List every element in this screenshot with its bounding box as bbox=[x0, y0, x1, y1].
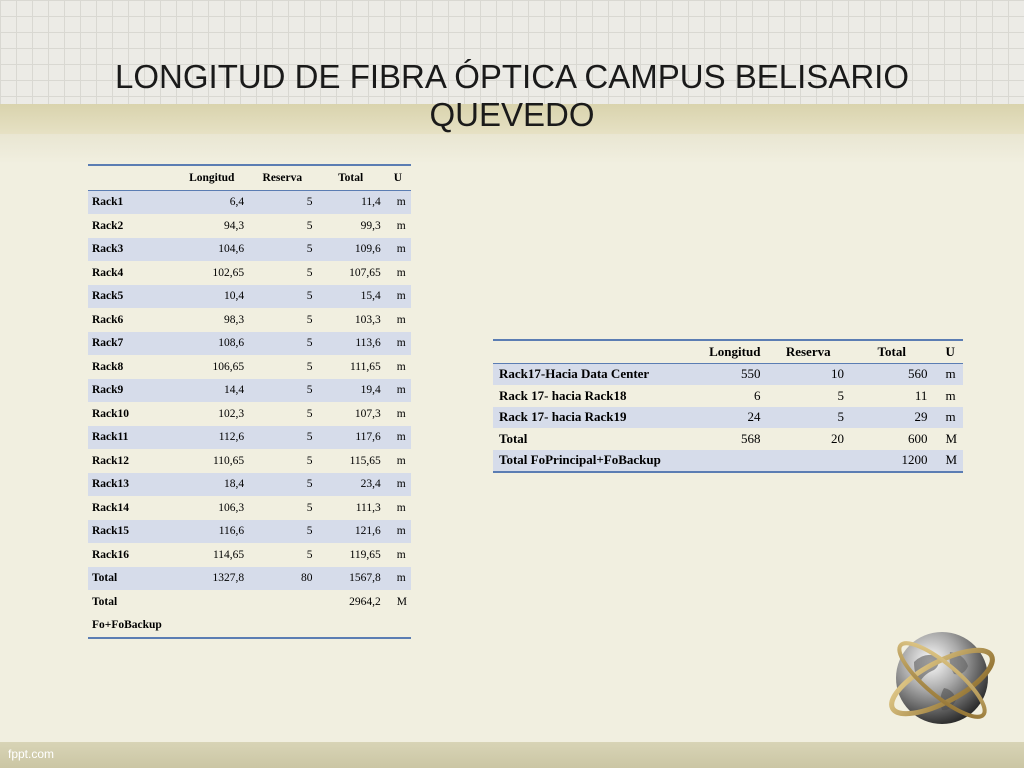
table-row-total bbox=[493, 428, 963, 450]
row-reserva: 5 bbox=[306, 407, 313, 420]
row-name: Rack6 bbox=[92, 313, 124, 326]
row-total: 11 bbox=[914, 387, 928, 403]
row-total: 560 bbox=[907, 366, 928, 382]
row-reserva: 5 bbox=[306, 290, 313, 303]
table-row bbox=[88, 261, 411, 285]
row-unit: M bbox=[396, 595, 407, 608]
row-reserva: 5 bbox=[306, 454, 313, 467]
row-reserva: 20 bbox=[831, 430, 845, 446]
globe-icon bbox=[884, 622, 1000, 738]
row-reserva: 5 bbox=[306, 313, 313, 326]
row-longitud: 102,3 bbox=[218, 407, 245, 420]
row-unit: m bbox=[396, 196, 406, 209]
table-row bbox=[88, 496, 411, 520]
table-row bbox=[493, 407, 963, 429]
row-total: 11,4 bbox=[361, 196, 381, 209]
row-longitud: 94,3 bbox=[224, 219, 245, 232]
col-header-reserva: Reserva bbox=[785, 343, 831, 359]
row-name: Rack8 bbox=[92, 360, 124, 373]
row-total: 19,4 bbox=[360, 384, 381, 397]
row-unit: m bbox=[396, 313, 406, 326]
row-unit: m bbox=[396, 360, 406, 373]
row-longitud: 116,6 bbox=[218, 525, 245, 538]
row-name: Rack9 bbox=[92, 384, 124, 397]
row-reserva: 5 bbox=[306, 266, 313, 279]
row-unit: M bbox=[945, 452, 957, 468]
table-row bbox=[88, 238, 411, 262]
row-name: Fo+FoBackup bbox=[92, 619, 162, 632]
row-name: Rack14 bbox=[92, 501, 130, 514]
col-header-total: Total bbox=[877, 343, 906, 359]
row-total: 117,6 bbox=[355, 431, 381, 444]
row-unit: m bbox=[396, 290, 406, 303]
row-longitud bbox=[175, 590, 248, 614]
table-row-grand-total-label bbox=[88, 614, 411, 639]
row-reserva: 5 bbox=[837, 387, 845, 403]
row-unit: m bbox=[396, 572, 406, 585]
row-longitud: 112,6 bbox=[218, 431, 245, 444]
row-longitud: 108,6 bbox=[218, 337, 245, 350]
row-total: 99,3 bbox=[360, 219, 381, 232]
row-longitud: 104,6 bbox=[218, 243, 245, 256]
row-name: Rack13 bbox=[92, 478, 130, 491]
table-row bbox=[493, 385, 963, 407]
table-row-grand-total bbox=[88, 590, 411, 614]
table-row bbox=[88, 308, 411, 332]
row-unit: m bbox=[945, 366, 956, 382]
row-name: Rack 17- hacia Rack19 bbox=[499, 409, 627, 425]
col-header-unit: U bbox=[393, 171, 403, 184]
row-unit: m bbox=[396, 337, 406, 350]
row-longitud: 98,3 bbox=[224, 313, 245, 326]
row-reserva: 5 bbox=[306, 360, 313, 373]
row-reserva: 5 bbox=[306, 219, 313, 232]
row-longitud: 106,65 bbox=[212, 360, 245, 373]
row-reserva: 80 bbox=[301, 572, 313, 585]
row-total: 15,4 bbox=[360, 290, 381, 303]
table-row bbox=[88, 214, 411, 238]
row-total: 600 bbox=[907, 430, 928, 446]
row-name: Rack2 bbox=[92, 219, 124, 232]
table-row bbox=[88, 426, 411, 450]
row-reserva bbox=[248, 614, 316, 639]
row-reserva: 5 bbox=[306, 337, 313, 350]
footer-brand: fppt.com bbox=[8, 747, 55, 761]
table-row bbox=[88, 332, 411, 356]
row-name: Rack15 bbox=[92, 525, 130, 538]
table-row bbox=[88, 355, 411, 379]
col-header-longitud: Longitud bbox=[709, 343, 761, 359]
row-name: Rack17-Hacia Data Center bbox=[499, 366, 650, 382]
table-row bbox=[88, 379, 411, 403]
table-header-row bbox=[88, 165, 411, 190]
row-reserva: 5 bbox=[306, 501, 313, 514]
row-total: 107,3 bbox=[354, 407, 381, 420]
row-unit: m bbox=[396, 266, 406, 279]
row-name: Total bbox=[92, 595, 118, 608]
table-row bbox=[88, 520, 411, 544]
row-reserva bbox=[766, 450, 850, 473]
table-row bbox=[88, 449, 411, 473]
table-row bbox=[88, 543, 411, 567]
row-longitud: 24 bbox=[747, 409, 761, 425]
row-total: 103,3 bbox=[354, 313, 381, 326]
row-total: 1200 bbox=[901, 452, 928, 468]
table-header-row bbox=[493, 340, 963, 363]
row-total: 23,4 bbox=[360, 478, 381, 491]
row-total: 111,3 bbox=[355, 501, 381, 514]
table-row bbox=[88, 190, 411, 214]
row-longitud bbox=[175, 614, 248, 639]
row-reserva: 5 bbox=[837, 409, 845, 425]
row-unit: m bbox=[396, 454, 406, 467]
row-longitud: 6,4 bbox=[229, 196, 245, 209]
row-unit: m bbox=[396, 219, 406, 232]
row-name: Rack11 bbox=[92, 431, 129, 444]
row-longitud: 18,4 bbox=[224, 478, 245, 491]
col-header-reserva: Reserva bbox=[262, 171, 303, 184]
row-reserva: 5 bbox=[306, 548, 313, 561]
row-name: Rack12 bbox=[92, 454, 130, 467]
table-row bbox=[88, 285, 411, 309]
row-reserva: 5 bbox=[306, 384, 313, 397]
row-reserva: 5 bbox=[306, 243, 313, 256]
row-name: Total bbox=[499, 430, 528, 446]
row-unit: m bbox=[945, 409, 956, 425]
row-unit: m bbox=[396, 407, 406, 420]
row-longitud: 110,65 bbox=[212, 454, 245, 467]
row-total: 119,65 bbox=[349, 548, 381, 561]
row-total: 107,65 bbox=[349, 266, 381, 279]
row-unit: m bbox=[396, 431, 406, 444]
row-unit: m bbox=[396, 478, 406, 491]
row-longitud: 106,3 bbox=[218, 501, 245, 514]
col-header-name bbox=[88, 165, 175, 190]
header-fade bbox=[0, 134, 1024, 164]
rack17-fiber-table bbox=[493, 339, 963, 473]
row-total: 1567,8 bbox=[349, 572, 381, 585]
row-reserva: 10 bbox=[831, 366, 845, 382]
row-reserva: 5 bbox=[306, 196, 313, 209]
row-name: Rack3 bbox=[92, 243, 124, 256]
row-name: Rack7 bbox=[92, 337, 124, 350]
row-reserva: 5 bbox=[306, 478, 313, 491]
row-total: 121,6 bbox=[354, 525, 381, 538]
row-longitud: 10,4 bbox=[224, 290, 245, 303]
row-total: 113,6 bbox=[355, 337, 381, 350]
table-row-total bbox=[88, 567, 411, 591]
table-row-grand-total bbox=[493, 450, 963, 473]
row-total: 29 bbox=[914, 409, 928, 425]
col-header-unit: U bbox=[945, 343, 955, 359]
row-total: 2964,2 bbox=[349, 595, 381, 608]
col-header-name bbox=[493, 340, 695, 363]
row-longitud bbox=[695, 450, 767, 473]
row-unit: M bbox=[945, 430, 957, 446]
row-name: Rack4 bbox=[92, 266, 124, 279]
row-reserva: 5 bbox=[306, 525, 313, 538]
col-header-longitud: Longitud bbox=[189, 171, 235, 184]
slide-title: LONGITUD DE FIBRA ÓPTICA CAMPUS BELISARIO QUEVEDO bbox=[115, 58, 909, 133]
row-name: Rack 17- hacia Rack18 bbox=[499, 387, 627, 403]
rack-fiber-table bbox=[88, 164, 411, 639]
row-total: 111,65 bbox=[349, 360, 381, 373]
table-row bbox=[493, 363, 963, 385]
row-reserva: 5 bbox=[306, 431, 313, 444]
row-longitud: 102,65 bbox=[212, 266, 245, 279]
row-name: Total bbox=[92, 572, 118, 585]
row-longitud: 14,4 bbox=[224, 384, 245, 397]
row-longitud: 568 bbox=[740, 430, 761, 446]
row-total: 115,65 bbox=[349, 454, 381, 467]
row-longitud: 114,65 bbox=[212, 548, 245, 561]
row-longitud: 6 bbox=[753, 387, 761, 403]
row-reserva bbox=[248, 590, 316, 614]
row-longitud: 550 bbox=[740, 366, 761, 382]
row-total: 109,6 bbox=[354, 243, 381, 256]
row-unit: m bbox=[396, 501, 406, 514]
row-name: Rack16 bbox=[92, 548, 130, 561]
row-name: Rack10 bbox=[92, 407, 130, 420]
row-name: Total FoPrincipal+FoBackup bbox=[499, 452, 661, 468]
row-name: Rack1 bbox=[92, 196, 124, 209]
table-row bbox=[88, 473, 411, 497]
row-unit bbox=[385, 614, 411, 639]
row-total bbox=[317, 614, 385, 639]
row-unit: m bbox=[396, 384, 406, 397]
table-row bbox=[88, 402, 411, 426]
footer-bar bbox=[0, 742, 1024, 768]
row-longitud: 1327,8 bbox=[212, 572, 245, 585]
row-name: Rack5 bbox=[92, 290, 124, 303]
col-header-total: Total bbox=[338, 171, 364, 184]
row-unit: m bbox=[396, 243, 406, 256]
row-unit: m bbox=[396, 525, 406, 538]
row-unit: m bbox=[945, 387, 956, 403]
row-unit: m bbox=[396, 548, 406, 561]
